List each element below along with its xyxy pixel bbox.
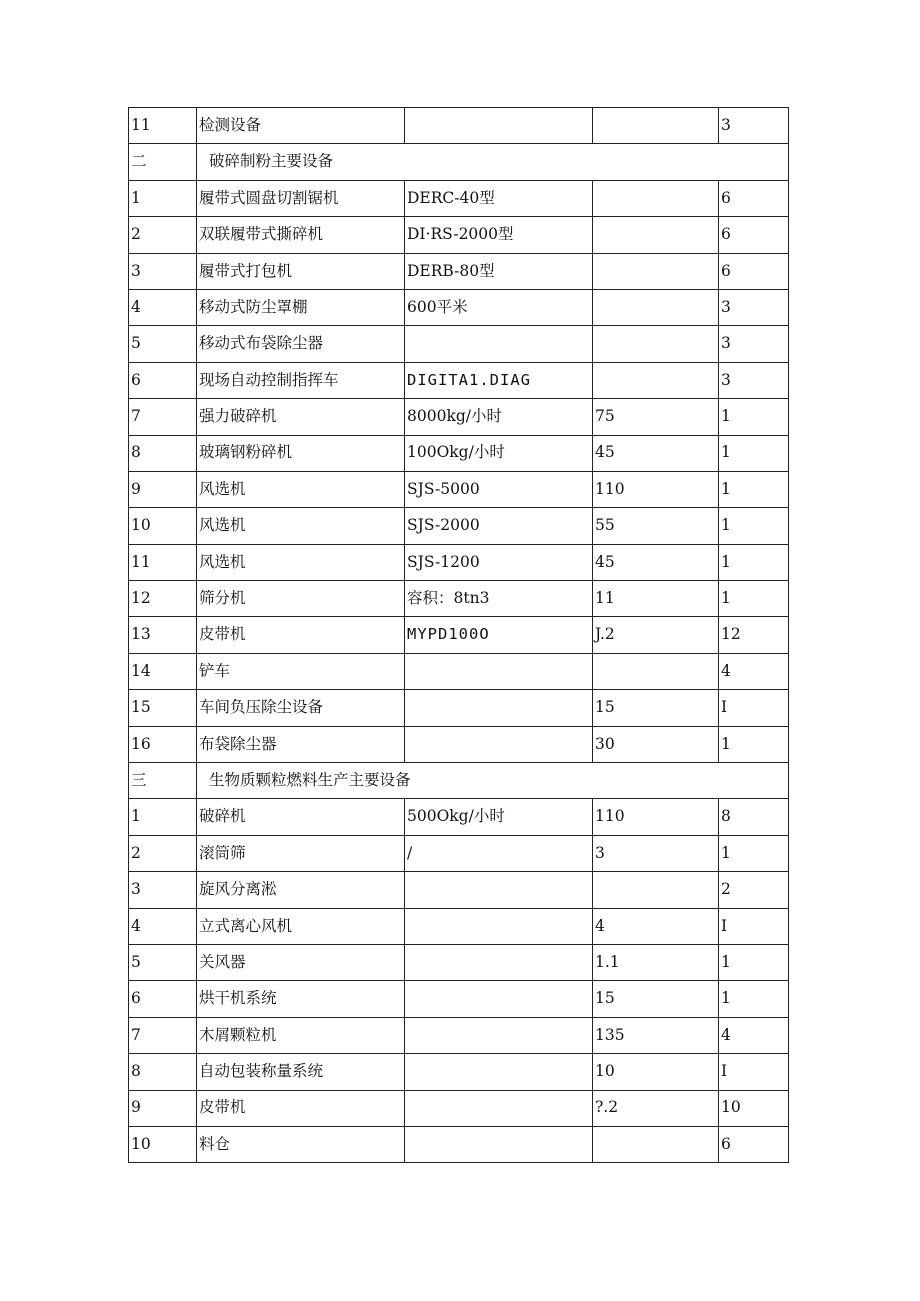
power-cell [593, 253, 719, 289]
spec-cell [405, 690, 593, 726]
spec-cell: DIGITA1.DIAG [405, 362, 593, 398]
spec-cell: DI·RS-2000型 [405, 217, 593, 253]
quantity-cell: 12 [719, 617, 789, 653]
item-number-cell: 9 [129, 471, 197, 507]
power-cell: 55 [593, 508, 719, 544]
power-cell [593, 108, 719, 144]
power-cell: 11 [593, 581, 719, 617]
spec-cell: / [405, 835, 593, 871]
power-cell: 4 [593, 908, 719, 944]
table-row [129, 1054, 789, 1090]
section-title-cell: 生物质颗粒燃料生产主要设备 [197, 763, 789, 799]
table-row [129, 435, 789, 471]
equipment-name-cell: 布袋除尘器 [197, 726, 405, 762]
quantity-cell: 1 [719, 508, 789, 544]
spec-cell: SJS-5000 [405, 471, 593, 507]
table-row [129, 581, 789, 617]
spec-cell: 100Okg/小时 [405, 435, 593, 471]
quantity-cell: 8 [719, 799, 789, 835]
spec-cell: MYPD100O [405, 617, 593, 653]
quantity-cell: 1 [719, 981, 789, 1017]
item-number-cell: 13 [129, 617, 197, 653]
equipment-name-cell: 皮带机 [197, 1090, 405, 1126]
equipment-name-cell: 现场自动控制指挥车 [197, 362, 405, 398]
spec-cell [405, 1090, 593, 1126]
table-row [129, 326, 789, 362]
table-row [129, 362, 789, 398]
item-number-cell: 11 [129, 108, 197, 144]
power-cell: 135 [593, 1017, 719, 1053]
power-cell [593, 289, 719, 325]
equipment-name-cell: 烘干机系统 [197, 981, 405, 1017]
table-row [129, 653, 789, 689]
table-row [129, 399, 789, 435]
table-row [129, 726, 789, 762]
quantity-cell: 6 [719, 180, 789, 216]
power-cell [593, 180, 719, 216]
item-number-cell: 3 [129, 872, 197, 908]
quantity-cell: 6 [719, 217, 789, 253]
spec-cell [405, 108, 593, 144]
item-number-cell: 2 [129, 217, 197, 253]
quantity-cell: 1 [719, 944, 789, 980]
power-cell [593, 653, 719, 689]
table-row [129, 690, 789, 726]
item-number-cell: 15 [129, 690, 197, 726]
power-cell [593, 362, 719, 398]
spec-cell [405, 726, 593, 762]
section-header-row [129, 763, 789, 799]
power-cell: 3 [593, 835, 719, 871]
equipment-name-cell: 筛分机 [197, 581, 405, 617]
quantity-cell: 1 [719, 726, 789, 762]
item-number-cell: 6 [129, 981, 197, 1017]
item-number-cell: 7 [129, 399, 197, 435]
quantity-cell: 1 [719, 471, 789, 507]
table-row [129, 180, 789, 216]
equipment-name-cell: 木屑颗粒机 [197, 1017, 405, 1053]
equipment-name-cell: 风选机 [197, 508, 405, 544]
table-row [129, 471, 789, 507]
quantity-cell: I [719, 690, 789, 726]
quantity-cell: 6 [719, 1126, 789, 1162]
quantity-cell: 1 [719, 435, 789, 471]
quantity-cell: 1 [719, 544, 789, 580]
equipment-name-cell: 强力破碎机 [197, 399, 405, 435]
power-cell: 110 [593, 471, 719, 507]
table-row [129, 108, 789, 144]
equipment-name-cell: 旋风分离淞 [197, 872, 405, 908]
power-cell: J.2 [593, 617, 719, 653]
table-row [129, 872, 789, 908]
quantity-cell: 3 [719, 289, 789, 325]
power-cell [593, 872, 719, 908]
equipment-name-cell: 自动包装称量系统 [197, 1054, 405, 1090]
quantity-cell: 2 [719, 872, 789, 908]
power-cell: 15 [593, 690, 719, 726]
spec-cell [405, 908, 593, 944]
item-number-cell: 6 [129, 362, 197, 398]
spec-cell: SJS-2000 [405, 508, 593, 544]
item-number-cell: 10 [129, 1126, 197, 1162]
spec-cell: SJS-1200 [405, 544, 593, 580]
power-cell [593, 1126, 719, 1162]
power-cell: 1.1 [593, 944, 719, 980]
spec-cell [405, 326, 593, 362]
power-cell: 30 [593, 726, 719, 762]
table-row [129, 289, 789, 325]
spec-cell [405, 981, 593, 1017]
section-title-cell: 破碎制粉主要设备 [197, 144, 789, 180]
item-number-cell: 16 [129, 726, 197, 762]
equipment-name-cell: 玻璃钢粉碎机 [197, 435, 405, 471]
table-row [129, 981, 789, 1017]
item-number-cell: 10 [129, 508, 197, 544]
equipment-name-cell: 料仓 [197, 1126, 405, 1162]
quantity-cell: 3 [719, 108, 789, 144]
spec-cell: 8000kg/小时 [405, 399, 593, 435]
equipment-name-cell: 破碎机 [197, 799, 405, 835]
spec-cell [405, 1126, 593, 1162]
table-row [129, 1017, 789, 1053]
power-cell [593, 217, 719, 253]
item-number-cell: 5 [129, 326, 197, 362]
power-cell: 15 [593, 981, 719, 1017]
item-number-cell: 4 [129, 908, 197, 944]
quantity-cell: 1 [719, 835, 789, 871]
equipment-table [128, 107, 789, 1163]
section-header-row [129, 144, 789, 180]
table-row [129, 217, 789, 253]
equipment-name-cell: 风选机 [197, 544, 405, 580]
equipment-name-cell: 双联履带式撕碎机 [197, 217, 405, 253]
spec-cell [405, 653, 593, 689]
spec-cell: DERC-40型 [405, 180, 593, 216]
item-number-cell: 3 [129, 253, 197, 289]
spec-cell: 500Okg/小时 [405, 799, 593, 835]
item-number-cell: 1 [129, 799, 197, 835]
item-number-cell: 11 [129, 544, 197, 580]
power-cell: 10 [593, 1054, 719, 1090]
power-cell: ?.2 [593, 1090, 719, 1126]
spec-cell [405, 1054, 593, 1090]
power-cell: 45 [593, 435, 719, 471]
spec-cell [405, 1017, 593, 1053]
quantity-cell: 1 [719, 399, 789, 435]
table-row [129, 1090, 789, 1126]
item-number-cell: 2 [129, 835, 197, 871]
section-number-cell: 二 [129, 144, 197, 180]
spec-cell: 600平米 [405, 289, 593, 325]
quantity-cell: I [719, 908, 789, 944]
equipment-name-cell: 立式离心风机 [197, 908, 405, 944]
equipment-name-cell: 移动式防尘罩棚 [197, 289, 405, 325]
spec-cell [405, 944, 593, 980]
equipment-name-cell: 车间负压除尘设备 [197, 690, 405, 726]
item-number-cell: 14 [129, 653, 197, 689]
equipment-name-cell: 履带式打包机 [197, 253, 405, 289]
table-row [129, 544, 789, 580]
item-number-cell: 12 [129, 581, 197, 617]
quantity-cell: 4 [719, 1017, 789, 1053]
spec-cell: DERB-80型 [405, 253, 593, 289]
equipment-name-cell: 检测设备 [197, 108, 405, 144]
quantity-cell: 10 [719, 1090, 789, 1126]
quantity-cell: 3 [719, 362, 789, 398]
equipment-table-body [129, 108, 789, 1163]
item-number-cell: 8 [129, 1054, 197, 1090]
table-row [129, 1126, 789, 1162]
table-row [129, 617, 789, 653]
item-number-cell: 7 [129, 1017, 197, 1053]
table-row [129, 835, 789, 871]
equipment-name-cell: 铲车 [197, 653, 405, 689]
table-row [129, 799, 789, 835]
equipment-name-cell: 移动式布袋除尘器 [197, 326, 405, 362]
item-number-cell: 5 [129, 944, 197, 980]
equipment-name-cell: 风选机 [197, 471, 405, 507]
section-number-cell: 三 [129, 763, 197, 799]
spec-cell: 容积：8tn3 [405, 581, 593, 617]
power-cell: 75 [593, 399, 719, 435]
table-row [129, 508, 789, 544]
item-number-cell: 9 [129, 1090, 197, 1126]
power-cell: 110 [593, 799, 719, 835]
table-row [129, 253, 789, 289]
item-number-cell: 1 [129, 180, 197, 216]
table-row [129, 944, 789, 980]
item-number-cell: 4 [129, 289, 197, 325]
quantity-cell: 3 [719, 326, 789, 362]
item-number-cell: 8 [129, 435, 197, 471]
power-cell [593, 326, 719, 362]
equipment-name-cell: 皮带机 [197, 617, 405, 653]
table-row [129, 908, 789, 944]
quantity-cell: 1 [719, 581, 789, 617]
quantity-cell: 4 [719, 653, 789, 689]
equipment-name-cell: 关风器 [197, 944, 405, 980]
power-cell: 45 [593, 544, 719, 580]
equipment-name-cell: 滚筒筛 [197, 835, 405, 871]
spec-cell [405, 872, 593, 908]
quantity-cell: 6 [719, 253, 789, 289]
equipment-name-cell: 履带式圆盘切割锯机 [197, 180, 405, 216]
quantity-cell: I [719, 1054, 789, 1090]
